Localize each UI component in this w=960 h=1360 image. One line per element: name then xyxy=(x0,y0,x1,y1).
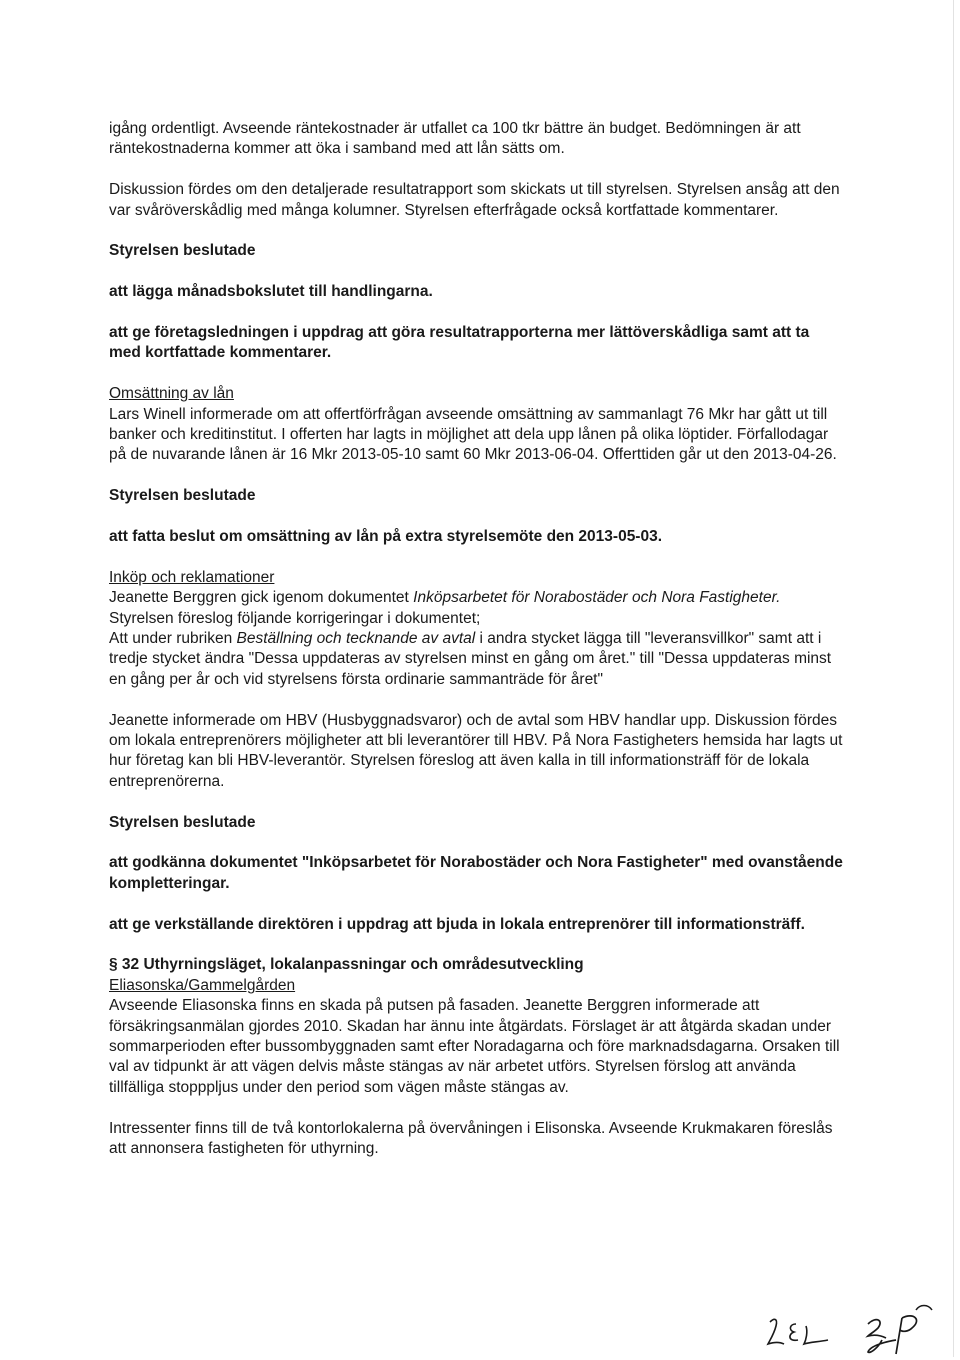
initials-signature-left xyxy=(762,1300,832,1360)
decision-3b: att ge verkställande direktören i uppdrag att bjuda in lokala entreprenörer till informationsträff. xyxy=(109,915,805,933)
purchase-2-rubric: Beställning och tecknande av avtal xyxy=(236,630,476,648)
decision-heading-3: Styrelsen beslutade xyxy=(109,813,256,831)
paragraph-budget: igång ordentligt. Avseende räntekostnader är utfallet ca 100 tkr bättre än budget. Bedömningen är att räntekostnaderna kommer att öka i samband med att lån sätts om. xyxy=(109,120,801,158)
purchase-2-post: i andra stycket lägga till "leveransvillkor" samt att i tredje stycket ändra "Dessa uppdateras av styrelsen minst en gång om året." till "Dessa uppdateras minst en gång per år och vid styrelsens första ordinarie sammanträde för året" xyxy=(109,630,832,688)
purchase-paragraph-1 xyxy=(109,588,844,629)
decision-1a: att lägga månadsbokslutet till handlingarna. xyxy=(109,283,433,301)
purchase-2-pre: Att under rubriken xyxy=(109,630,237,648)
signature-stroke xyxy=(868,1320,886,1338)
hbv-paragraph: Jeanette informerade om HBV (Husbyggnadsvaror) och de avtal som HBV handlar upp. Diskussion fördes om lokala entreprenörers möjligheter att bli leverantörer till HBV. På Nora Fastigheters hemsida har lagts ut hur företag kan bli HBV-leverantör. Styrelsen föreslog att även kalla in till informationsträff för de lokala entreprenörerna. xyxy=(109,711,843,790)
purchase-heading: Inköp och reklamationer xyxy=(109,568,275,586)
decision-1b: att ge företagsledningen i uppdrag att göra resultatrapporterna mer lättöverskådliga samt att ta med kortfattade kommentarer. xyxy=(109,324,810,362)
signature-stroke xyxy=(916,1306,932,1311)
document-body xyxy=(109,119,844,1160)
page-edge-line xyxy=(953,0,954,1357)
loan-heading: Omsättning av lån xyxy=(109,385,234,403)
purchase-paragraph-2 xyxy=(109,629,844,690)
loan-text: Lars Winell informerade om att offertförfrågan avseende omsättning av sammanlagt 76 Mkr har gått ut till banker och kreditinstitut. I offerten har lagts in möjlighet att dela upp lånen på olika löptider. Förfallodagar på de nuvarande lånen är 16 Mkr 2013-05-10 samt 60 Mkr 2013-06-04. Offerttiden går ut den 2013-04-26. xyxy=(109,405,837,464)
section-32-heading: § 32 Uthyrningsläget, lokalanpassningar och områdesutveckling xyxy=(109,956,584,974)
eliasonska-heading: Eliasonska/Gammelgården xyxy=(109,976,296,994)
signature-stroke xyxy=(868,1340,896,1352)
purchase-1-document-title: Inköpsarbetet för Norabostäder och Nora Fastigheter. xyxy=(413,589,781,607)
signature-stroke xyxy=(790,1324,798,1340)
paragraph-report-discussion: Diskussion fördes om den detaljerade resultatrapport som skickats ut till styrelsen. Styrelsen ansåg att den var svåröverskådlig med många kolumner. Styrelsen efterfrågade också kortfattade kommentarer. xyxy=(109,181,840,219)
tenants-paragraph: Intressenter finns till de två kontorlokalerna på övervåningen i Elisonska. Avseende Krukmakaren föreslås att annonsera fastigheten för uthyrning. xyxy=(109,1119,833,1158)
purchase-1-pre: Jeanette Berggren gick igenom dokumentet xyxy=(109,589,414,607)
decision-2: att fatta beslut om omsättning av lån på extra styrelsemöte den 2013-05-03. xyxy=(109,528,663,546)
purchase-1-post: Styrelsen föreslog följande korrigeringar i dokumentet; xyxy=(109,609,481,627)
signature-stroke xyxy=(896,1316,917,1354)
eliasonska-paragraph: Avseende Eliasonska finns en skada på putsen på fasaden. Jeanette Berggren informerade att försäkringsanmälan gjordes 2010. Skadan har ännu inte åtgärdats. Förslaget är att åtgärda skadan under sommarperioden efter bussombyggnaden samt efter Noradagarna och före marknadsdagarna. Orsaken till val av tidpunkt är att vägen delvis måste stängas av när arbetet utförs. Styrelsen förslog att använda tillfälliga stopppljus under den period som vägen måste stängas av. xyxy=(109,997,840,1096)
decision-heading-2: Styrelsen beslutade xyxy=(109,487,256,505)
signature-stroke xyxy=(804,1326,828,1344)
signature-stroke xyxy=(768,1319,784,1344)
initials-signature-right xyxy=(862,1300,942,1360)
decision-3a: att godkänna dokumentet "Inköpsarbetet för Norabostäder och Nora Fastigheter" med ovanstående kompletteringar. xyxy=(109,854,843,892)
decision-heading-1: Styrelsen beslutade xyxy=(109,242,256,260)
